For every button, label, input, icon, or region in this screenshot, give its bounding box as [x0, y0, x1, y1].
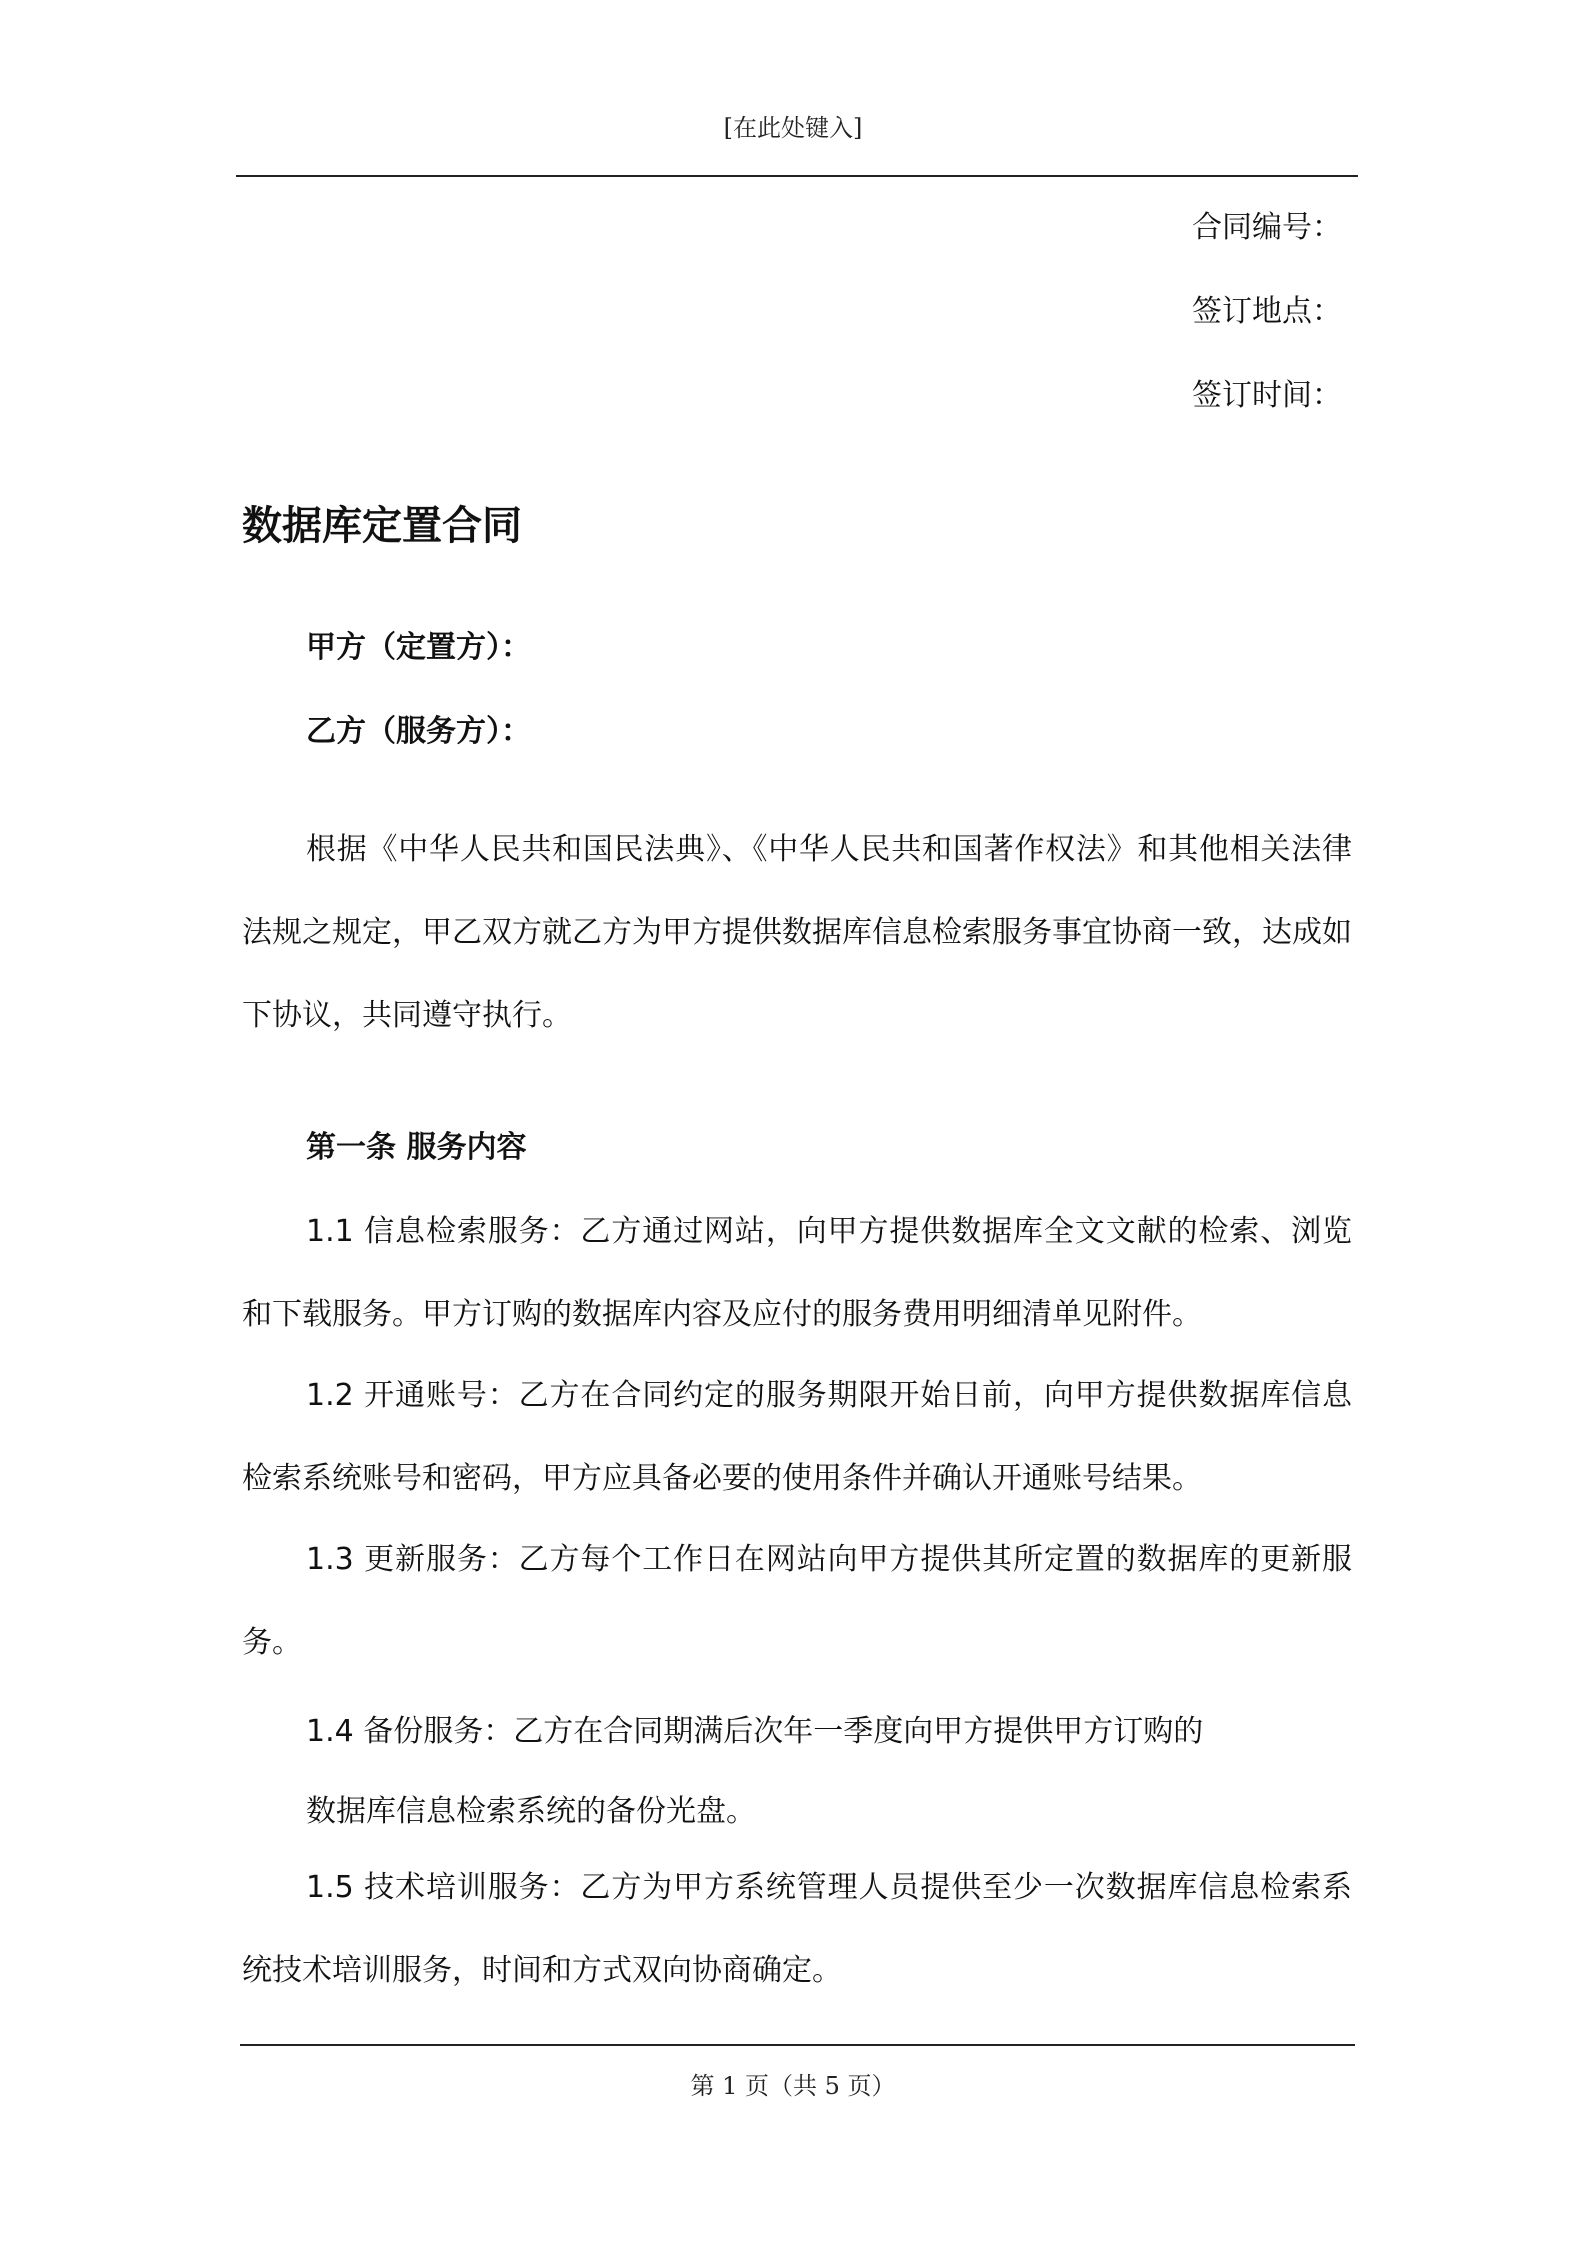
party-b-label: 乙方（服务方）： — [306, 714, 531, 749]
article-1-heading: 第一条 服务内容 — [306, 1130, 527, 1165]
page-footer: 第 1 页（共 5 页） — [690, 2072, 896, 2100]
page-header: [在此处键入] — [723, 114, 863, 142]
header-divider — [236, 175, 1358, 177]
document-title: 数据库定置合同 — [242, 503, 522, 549]
clause-1-5: 1.5 技术培训服务：乙方为甲方系统管理人员提供至少一次数据库信息检索系统技术培训服务，时间和方式双向协商确定。 — [242, 1870, 1352, 1988]
clause-1-1: 1.1 信息检索服务：乙方通过网站，向甲方提供数据库全文文献的检索、浏览和下载服务。甲方订购的数据库内容及应付的服务费用明细清单见附件。 — [242, 1214, 1352, 1332]
clause-1-3: 1.3 更新服务：乙方每个工作日在网站向甲方提供其所定置的数据库的更新服务。 — [242, 1542, 1352, 1660]
clause-1-4-line-1: 1.4 备份服务：乙方在合同期满后次年一季度向甲方提供甲方订购的 — [306, 1714, 1204, 1749]
sign-place-label: 签订地点： — [1192, 294, 1342, 329]
clause-1-2: 1.2 开通账号：乙方在合同约定的服务期限开始日前，向甲方提供数据库信息检索系统账号和密码，甲方应具备必要的使用条件并确认开通账号结果。 — [242, 1378, 1352, 1496]
clause-1-4-line-2: 数据库信息检索系统的备份光盘。 — [306, 1794, 756, 1829]
intro-paragraph: 根据《中华人民共和国民法典》、《中华人民共和国著作权法》和其他相关法律法规之规定，甲乙双方就乙方为甲方提供数据库信息检索服务事宜协商一致，达成如下协议，共同遵守执行。 — [242, 832, 1352, 1033]
party-a-label: 甲方（定置方）： — [306, 630, 531, 665]
footer-divider — [240, 2044, 1355, 2046]
contract-number-label: 合同编号： — [1192, 210, 1342, 245]
sign-time-label: 签订时间： — [1192, 378, 1342, 413]
